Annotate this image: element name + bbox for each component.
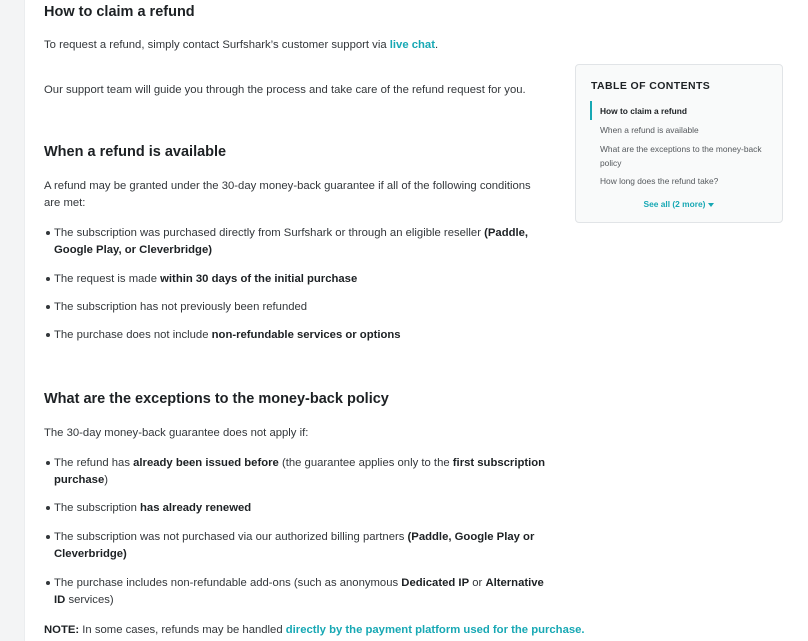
list-item (54, 271, 552, 288)
exceptions-b1-bold2: first subscription purchase (54, 457, 546, 486)
available-intro: A refund may be granted under the 30-day money-back guarantee if all of the following conditions are met: (44, 180, 531, 209)
exceptions-b4-bold2: Alternative ID (54, 577, 544, 606)
exceptions-b1-c: ) (104, 474, 108, 486)
note-label: NOTE: (44, 624, 80, 636)
bullet (46, 581, 50, 585)
exceptions-b2-bold: has already renewed (140, 502, 252, 514)
left-gutter (0, 0, 25, 641)
payment-platform-link[interactable]: directly by the payment platform used for the purchase. (285, 624, 585, 636)
exceptions-b4-bold1: Dedicated IP (401, 577, 470, 589)
heading-refund-available: When a refund is available (44, 144, 227, 160)
available-b2-bold: within 30 days of the initial purchase (160, 273, 358, 285)
exceptions-b4-a: The purchase includes non-refundable add-ons (such as anonymous (54, 577, 399, 589)
claim-paragraph-1 (44, 37, 438, 54)
claim-paragraph-2: Our support team will guide you through the process and take care of the refund request for you. (44, 84, 526, 96)
heading-claim-refund: How to claim a refund (44, 4, 195, 20)
bullet (46, 461, 50, 465)
bullet (46, 231, 50, 235)
exceptions-b4-c: services) (68, 594, 114, 606)
list-item (54, 500, 552, 517)
exceptions-b1-bold1: already been issued before (133, 457, 279, 469)
bullet (46, 333, 50, 337)
available-b4-text: The purchase does not include (54, 329, 209, 341)
list-item (54, 455, 552, 489)
toc-item-claim-refund[interactable]: How to claim a refund (600, 106, 688, 116)
toc-item-refund-available[interactable]: When a refund is available (600, 125, 699, 135)
toc-item-exceptions[interactable]: What are the exceptions to the money-back policy (600, 144, 762, 168)
table-of-contents (575, 64, 783, 223)
list-item (54, 299, 552, 316)
available-b3-text: The subscription has not previously been refunded (54, 301, 308, 313)
bullet (46, 535, 50, 539)
exceptions-b3-text: The subscription was not purchased via our authorized billing partners (54, 531, 405, 543)
toc-active-indicator (590, 101, 592, 120)
bullet (46, 506, 50, 510)
exceptions-b4-b: or (472, 577, 483, 589)
claim-p1-text: To request a refund, simply contact Surfshark’s customer support via (44, 39, 387, 51)
exceptions-b2-text: The subscription (54, 502, 137, 514)
list-item (54, 575, 552, 609)
toc-see-all-label: See all (2 more) (643, 199, 706, 209)
available-b4-bold: non-refundable services or options (211, 329, 401, 341)
list-item (54, 225, 552, 259)
exceptions-b3-bold: (Paddle, Google Play or Cleverbridge) (54, 531, 535, 560)
available-b1-text: The subscription was purchased directly from Surfshark or through an eligible reseller (54, 227, 481, 239)
claim-p1-end: . (434, 39, 439, 51)
toc-item-refund-duration[interactable]: How long does the refund take? (600, 176, 719, 186)
note-paragraph (44, 622, 585, 639)
list-item (54, 327, 552, 344)
article (25, 0, 808, 641)
note-text: In some cases, refunds may be handled (82, 624, 283, 636)
exceptions-b1-b: (the guarantee applies only to the (281, 457, 450, 469)
live-chat-link[interactable]: live chat (389, 39, 435, 51)
caret-down-icon (708, 203, 714, 207)
toc-title: TABLE OF CONTENTS (591, 80, 711, 92)
available-b2-text: The request is made (54, 273, 157, 285)
available-b1-bold: (Paddle, Google Play, or Cleverbridge) (54, 227, 529, 256)
bullet (46, 305, 50, 309)
heading-exceptions: What are the exceptions to the money-back policy (44, 391, 389, 407)
bullet (46, 277, 50, 281)
toc-see-all-button[interactable] (576, 199, 782, 209)
exceptions-intro: The 30-day money-back guarantee does not apply if: (44, 427, 309, 439)
list-item (54, 529, 552, 563)
exceptions-b1-a: The refund has (54, 457, 130, 469)
